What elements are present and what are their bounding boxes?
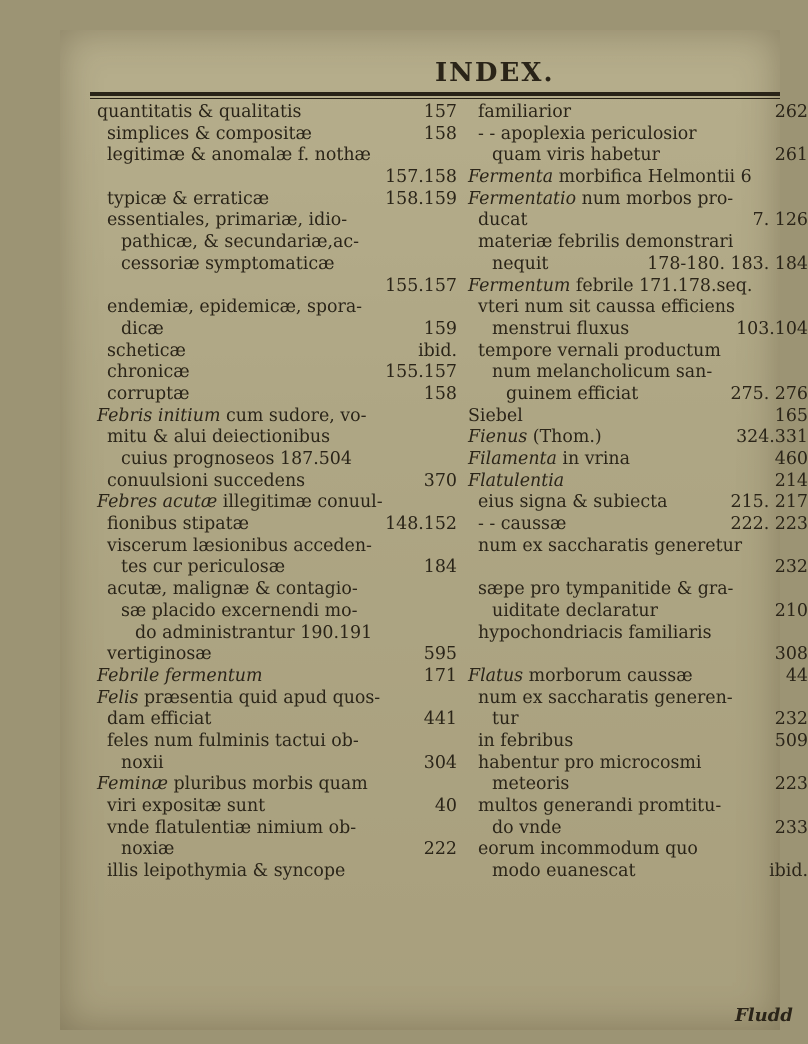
index-entry	[468, 341, 808, 363]
index-entry	[468, 471, 808, 493]
entry-text: simplices & compositæ	[107, 123, 312, 144]
page-reference: 275. 276	[730, 383, 808, 404]
page-reference: 441	[423, 709, 457, 730]
index-entry	[468, 774, 808, 796]
index-entry	[97, 753, 457, 775]
entry-text: do administrantur 190.191	[135, 622, 373, 643]
entry-text: ducat	[478, 210, 528, 231]
entry-text: Fienus (Thom.)	[468, 427, 602, 448]
entry-text: vteri num sit caussa efficiens	[478, 297, 735, 318]
index-entry	[468, 601, 808, 623]
entry-text: Flatus morborum caussæ	[468, 665, 693, 686]
page-reference: 148.152	[385, 514, 457, 535]
page-reference: 158	[423, 123, 457, 144]
header-rule	[90, 92, 780, 96]
page-reference: 308	[774, 644, 808, 665]
entry-text: fionibus stipatæ	[107, 514, 249, 535]
index-entry	[97, 601, 457, 623]
right-column	[468, 102, 808, 883]
index-entry	[468, 145, 808, 167]
entry-text: vertiginosæ	[107, 644, 212, 665]
index-entry	[97, 839, 457, 861]
index-entry	[97, 536, 457, 558]
index-entry	[97, 297, 457, 319]
index-entry	[97, 514, 457, 536]
page-reference: 214	[774, 470, 808, 491]
page-reference: ibid.	[769, 861, 808, 882]
index-entry	[468, 492, 808, 514]
index-entry	[468, 232, 808, 254]
page-reference: 171	[423, 665, 457, 686]
entry-text: Flatulentia	[468, 470, 565, 491]
page-reference: 44	[785, 665, 808, 686]
page-reference: 232	[774, 709, 808, 730]
entry-text: menstrui fluxus	[492, 318, 630, 339]
page-reference: 40	[434, 796, 457, 816]
entry-text: typicæ & erraticæ	[107, 188, 270, 209]
entry-text: viscerum læsionibus acceden-	[107, 535, 372, 556]
book-page	[60, 30, 808, 1030]
index-entry	[97, 796, 457, 818]
entry-text: feles num fulminis tactui ob-	[107, 730, 359, 751]
index-entry	[97, 319, 457, 341]
entry-text: noxii	[121, 752, 164, 773]
entry-text: do vnde	[492, 817, 562, 838]
page-reference: 222. 223	[730, 514, 808, 535]
index-entry	[97, 471, 457, 493]
index-entry	[97, 254, 457, 276]
entry-text: dam efficiat	[107, 709, 212, 730]
index-entry	[97, 362, 457, 384]
index-entry	[468, 644, 808, 666]
entry-text: Felis præsentia quid apud quos-	[97, 687, 381, 708]
index-entry	[97, 557, 457, 579]
page-reference: 157.158	[385, 167, 457, 188]
page-reference: 158	[423, 383, 457, 404]
entry-text: Fermentum febrile 171.178.seq.	[468, 275, 753, 296]
entry-text: dicæ	[121, 318, 164, 339]
index-entry	[468, 384, 808, 406]
entry-text: endemiæ, epidemicæ, spora-	[107, 297, 363, 318]
index-entry	[97, 774, 457, 796]
index-entry	[468, 449, 808, 471]
left-column	[97, 102, 457, 883]
index-entry	[468, 297, 808, 319]
index-entry	[97, 666, 457, 688]
entry-text: eorum incommodum quo	[478, 839, 698, 860]
index-entry	[468, 406, 808, 428]
entry-text: in febribus	[478, 730, 574, 751]
index-entry	[97, 124, 457, 146]
index-entry	[97, 818, 457, 840]
index-entry	[97, 384, 457, 406]
entry-text: scheticæ	[107, 340, 186, 361]
page-reference: 261	[774, 145, 808, 166]
index-entry	[97, 189, 457, 211]
page-reference: 103.104	[736, 318, 808, 339]
page-reference: 184	[423, 557, 457, 578]
page-reference: 304	[423, 752, 457, 773]
entry-text: num ex saccharatis generetur	[478, 535, 743, 556]
page-reference: 155.157	[385, 275, 457, 296]
page-reference: 460	[774, 449, 808, 469]
page-reference: 7. 126	[752, 210, 808, 231]
page-reference: 178-180. 183. 184	[647, 253, 808, 274]
entry-text: - - apoplexia periculosior	[478, 123, 697, 144]
index-entry	[468, 688, 808, 710]
entry-text: Fermentatio num morbos pro-	[468, 188, 734, 209]
index-entry	[468, 210, 808, 232]
page-reference: 159	[423, 318, 457, 339]
entry-text: Siebel	[468, 405, 523, 426]
page-reference: 165	[774, 405, 808, 426]
page-reference: 223	[774, 774, 808, 795]
index-entry	[468, 124, 808, 146]
entry-text: hypochondriacis familiaris	[478, 622, 712, 643]
index-entry	[468, 557, 808, 579]
entry-text: modo euanescat	[492, 861, 636, 882]
index-entry	[97, 731, 457, 753]
index-entry	[97, 449, 457, 471]
entry-text: acutæ, malignæ & contagio-	[107, 579, 358, 600]
entry-text: sæ placido excernendi mo-	[121, 600, 358, 621]
page-reference: 158.159	[385, 188, 457, 209]
entry-text: chronicæ	[107, 362, 190, 383]
index-entry	[97, 167, 457, 189]
index-entry	[468, 319, 808, 341]
page-reference: 324.331	[736, 427, 808, 448]
entry-text: sæpe pro tympanitide & gra-	[478, 579, 734, 600]
index-entry	[97, 210, 457, 232]
entry-text: corruptæ	[107, 383, 190, 404]
index-entry	[97, 145, 457, 167]
index-entry	[468, 189, 808, 211]
index-entry	[97, 341, 457, 363]
page-reference: 222	[423, 839, 457, 860]
entry-text: familiarior	[478, 102, 572, 122]
index-entry	[468, 753, 808, 775]
index-entry	[97, 427, 457, 449]
entry-text: noxiæ	[121, 839, 175, 860]
index-entry	[468, 839, 808, 861]
index-entry	[97, 276, 457, 298]
entry-text: tempore vernali productum	[478, 340, 721, 361]
index-entry	[468, 514, 808, 536]
entry-text: Febrile fermentum	[97, 665, 263, 686]
entry-text: num ex saccharatis generen-	[478, 687, 733, 708]
index-entry	[468, 102, 808, 124]
index-entry	[468, 796, 808, 818]
entry-text: habentur pro microcosmi	[478, 752, 702, 773]
entry-text: tur	[492, 709, 519, 730]
index-entry	[97, 102, 457, 124]
entry-text: tes cur periculosæ	[121, 557, 286, 578]
index-entry	[468, 623, 808, 645]
entry-text: pathicæ, & secundariæ,ac-	[121, 232, 359, 253]
index-entry	[468, 818, 808, 840]
entry-text: multos generandi promtitu-	[478, 796, 722, 816]
entry-text: Febris initium cum sudore, vo-	[97, 405, 367, 426]
page-reference: 233	[774, 817, 808, 838]
index-entry	[468, 254, 808, 276]
index-entry	[97, 861, 457, 883]
index-entry	[97, 709, 457, 731]
page-header: INDEX.	[435, 58, 555, 88]
page-reference: ibid.	[418, 340, 457, 361]
page-reference: 509	[774, 730, 808, 751]
index-entry	[468, 536, 808, 558]
page-reference: 157	[423, 102, 457, 122]
index-entry	[97, 688, 457, 710]
entry-text: Filamenta in vrina	[468, 449, 630, 469]
index-entry	[468, 861, 808, 883]
page-reference: 262	[774, 102, 808, 122]
entry-text: Feminæ pluribus morbis quam	[97, 774, 368, 795]
entry-text: materiæ febrilis demonstrari	[478, 232, 734, 253]
index-entry	[468, 427, 808, 449]
entry-text: nequit	[492, 253, 549, 274]
page-reference: 210	[774, 600, 808, 621]
header-rule-thin	[90, 98, 780, 99]
page-reference: 215. 217	[730, 492, 808, 513]
entry-text: num melancholicum san-	[492, 362, 713, 383]
index-entry	[468, 666, 808, 688]
index-entry	[97, 406, 457, 428]
entry-text: meteoris	[492, 774, 570, 795]
page-reference: 595	[423, 644, 457, 665]
page-reference: 155.157	[385, 362, 457, 383]
page-reference: 370	[423, 470, 457, 491]
entry-text: vnde flatulentiæ nimium ob-	[107, 817, 357, 838]
entry-text: - - caussæ	[478, 514, 567, 535]
entry-text: Fermenta morbifica Helmontii 6	[468, 167, 752, 188]
entry-text: legitimæ & anomalæ f. nothæ	[107, 145, 371, 166]
index-entry	[97, 623, 457, 645]
index-entry	[97, 644, 457, 666]
entry-text: viri expositæ sunt	[107, 796, 266, 816]
entry-text: uiditate declaratur	[492, 600, 658, 621]
entry-text: illis leipothymia & syncope	[107, 861, 346, 882]
index-entry	[97, 232, 457, 254]
entry-text: mitu & alui deiectionibus	[107, 427, 331, 448]
index-entry	[97, 492, 457, 514]
entry-text: quam viris habetur	[492, 145, 660, 166]
entry-text: cuius prognoseos 187.504	[121, 449, 352, 469]
index-entry	[468, 362, 808, 384]
catchword: Fludd	[735, 1005, 793, 1026]
entry-text: essentiales, primariæ, idio-	[107, 210, 348, 231]
index-entry	[468, 579, 808, 601]
index-entry	[468, 276, 808, 298]
index-entry	[97, 579, 457, 601]
entry-text: guinem efficiat	[506, 383, 639, 404]
index-entry	[468, 167, 808, 189]
entry-text: Febres acutæ illegitimæ conuul-	[97, 492, 383, 513]
index-entry	[468, 709, 808, 731]
page-reference: 232	[774, 557, 808, 578]
index-entry	[468, 731, 808, 753]
entry-text: cessoriæ symptomaticæ	[121, 253, 335, 274]
entry-text: quantitatis & qualitatis	[97, 102, 302, 122]
entry-text: conuulsioni succedens	[107, 470, 306, 491]
entry-text: eius signa & subiecta	[478, 492, 668, 513]
